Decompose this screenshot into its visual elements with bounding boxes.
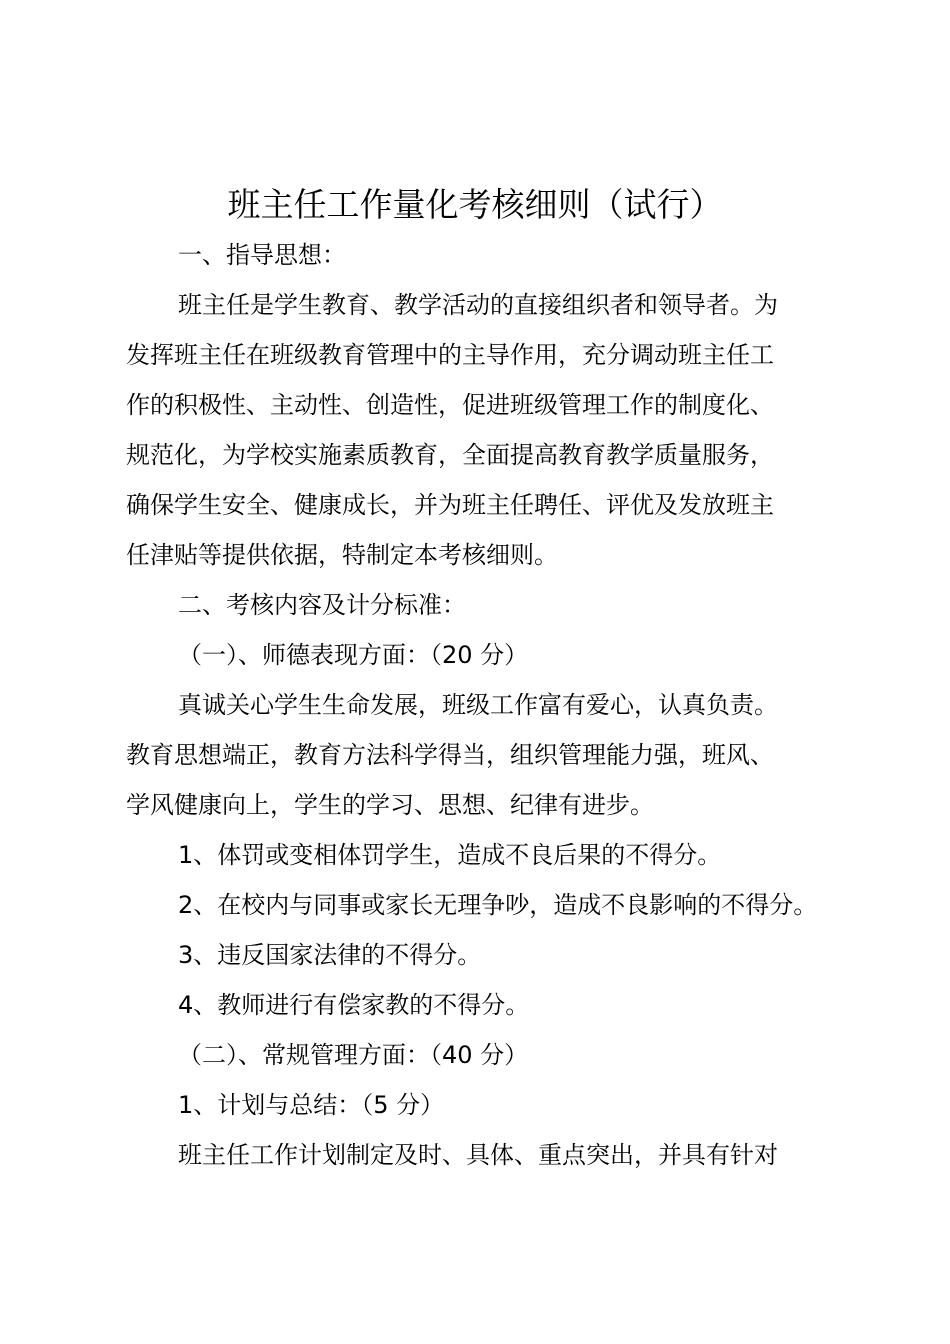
paragraph-line: 规范化，为学校实施素质教育，全面提高教育教学质量服务， xyxy=(126,441,774,469)
document-body xyxy=(126,230,846,1180)
paragraph-line: 班主任工作计划制定及时、具体、重点突出，并具有针对 xyxy=(178,1141,778,1169)
paragraph-line: 学风健康向上，学生的学习、思想、纪律有进步。 xyxy=(126,791,654,819)
paragraph-line: 任津贴等提供依据，特制定本考核细则。 xyxy=(126,541,558,569)
subsection-heading-routine: （二）、常规管理方面：（40 分） xyxy=(178,1041,529,1069)
subsection-heading-ethics: （一）、师德表现方面：（20 分） xyxy=(178,641,529,669)
list-item: 4、教师进行有偿家教的不得分。 xyxy=(178,991,530,1019)
paragraph-line: 班主任是学生教育、教学活动的直接组织者和领导者。为 xyxy=(178,291,778,319)
list-item: 3、违反国家法律的不得分。 xyxy=(178,941,482,969)
list-item: 1、体罚或变相体罚学生，造成不良后果的不得分。 xyxy=(178,841,722,869)
list-item: 2、在校内与同事或家长无理争吵，造成不良影响的不得分。 xyxy=(178,891,818,919)
paragraph-line: 教育思想端正，教育方法科学得当，组织管理能力强，班风、 xyxy=(126,741,774,769)
section-heading-assessment: 二、考核内容及计分标准： xyxy=(178,591,466,619)
document-title: 班主任工作量化考核细则（试行） xyxy=(227,185,723,224)
paragraph-line: 真诚关心学生生命发展，班级工作富有爱心，认真负责。 xyxy=(178,691,778,719)
paragraph-line: 发挥班主任在班级教育管理中的主导作用，充分调动班主任工 xyxy=(126,341,774,369)
paragraph-line: 确保学生安全、健康成长，并为班主任聘任、评优及发放班主 xyxy=(126,491,774,519)
list-item: 1、计划与总结：（5 分） xyxy=(178,1091,445,1119)
paragraph-line: 作的积极性、主动性、创造性，促进班级管理工作的制度化、 xyxy=(126,391,774,419)
section-heading-guiding-thought: 一、指导思想： xyxy=(178,241,346,269)
